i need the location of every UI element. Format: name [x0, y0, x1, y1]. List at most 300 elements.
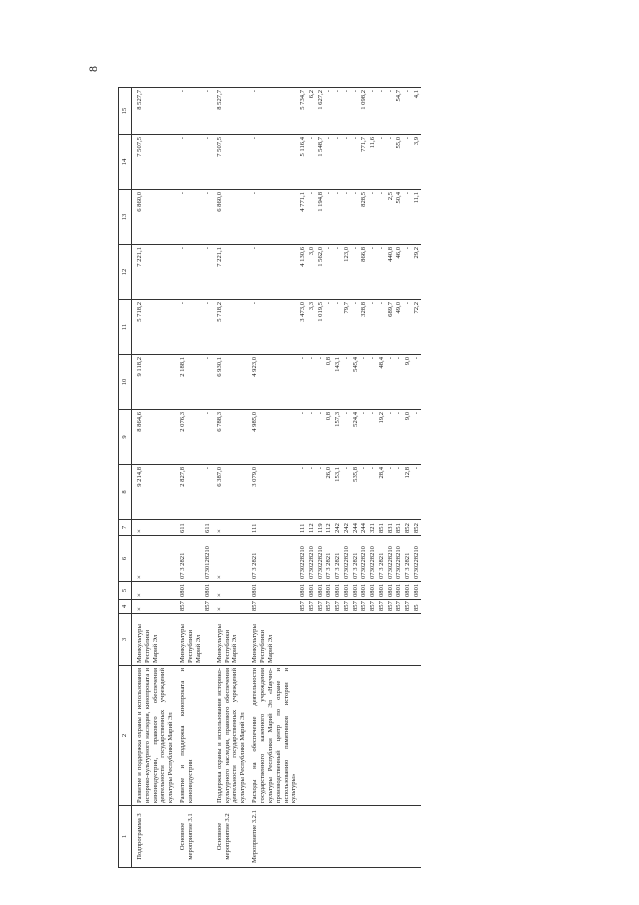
table-cell: - [307, 135, 316, 190]
table-cell: × [212, 582, 248, 600]
column-number-cell: 12 [119, 245, 132, 300]
page-number: 8 [86, 66, 100, 72]
table-cell: - [325, 88, 334, 135]
table-row [325, 88, 334, 868]
table-cell [413, 614, 422, 666]
table-cell: 7 507,5 [212, 135, 248, 190]
table-cell [369, 614, 378, 666]
table-cell: 19,2 [377, 410, 386, 465]
table-cell [334, 666, 343, 806]
table-cell: 0801 [395, 582, 404, 600]
table-cell: 9,0 [404, 410, 413, 465]
table-cell [386, 614, 395, 666]
table-cell [377, 806, 386, 868]
table-cell: - [360, 465, 369, 520]
table-cell: 111 [299, 520, 308, 536]
table-cell: 242 [334, 520, 343, 536]
table-cell: 857 [395, 600, 404, 614]
table-cell: × [212, 520, 248, 536]
table-body [132, 88, 422, 868]
column-number-cell: 9 [119, 410, 132, 465]
table-cell: 153,1 [334, 465, 343, 520]
table-cell [351, 666, 360, 806]
table-cell: × [132, 600, 176, 614]
table-cell: - [342, 355, 351, 410]
table-cell: - [247, 300, 298, 355]
table-cell [334, 806, 343, 868]
table-cell: 4 130,6 [299, 245, 308, 300]
table-row [386, 88, 395, 868]
table-cell: - [203, 300, 212, 355]
table-cell [325, 614, 334, 666]
table-cell: - [369, 410, 378, 465]
table-cell [307, 666, 316, 806]
table-cell: - [351, 300, 360, 355]
table-cell: - [369, 245, 378, 300]
table-cell: 11,1 [413, 190, 422, 245]
table-cell: 112 [325, 520, 334, 536]
table-cell: 26,0 [325, 465, 334, 520]
table-cell: 242 [342, 520, 351, 536]
table-cell: - [247, 245, 298, 300]
table-cell: 831 [386, 520, 395, 536]
table-cell: 72,2 [413, 300, 422, 355]
table-cell [299, 806, 308, 868]
budget-table [118, 87, 421, 868]
table-cell: 321 [369, 520, 378, 536]
column-number-cell: 14 [119, 135, 132, 190]
table-cell: - [203, 355, 212, 410]
table-cell: 54,7 [395, 88, 404, 135]
table-cell: 07 3 2821 [247, 536, 298, 582]
table-cell [342, 614, 351, 666]
column-number-cell: 5 [119, 582, 132, 600]
table-cell: 1 019,5 [316, 300, 325, 355]
table-cell: 0801 [299, 582, 308, 600]
column-number-cell: 6 [119, 536, 132, 582]
table-cell: 143,1 [334, 355, 343, 410]
table-cell [395, 614, 404, 666]
table-cell: - [307, 465, 316, 520]
table-cell: 4 923,0 [247, 355, 298, 410]
table-cell: 85 [413, 600, 422, 614]
table-cell: 112 [307, 520, 316, 536]
table-cell: Минкультуры Республики Марий Эл [132, 614, 176, 666]
table-cell [342, 666, 351, 806]
table-cell: - [247, 135, 298, 190]
table-cell: - [342, 135, 351, 190]
table-cell: 440,8 [386, 245, 395, 300]
table-cell: 28,4 [377, 465, 386, 520]
table-cell: 6 788,3 [212, 410, 248, 465]
table-cell: 0801 [386, 582, 395, 600]
table-cell: 0730228210 [342, 536, 351, 582]
table-cell: 119 [316, 520, 325, 536]
table-row [299, 88, 308, 868]
table-cell [404, 806, 413, 868]
table-cell: 0801 [377, 582, 386, 600]
table-cell: 611 [203, 520, 212, 536]
table-cell: - [404, 190, 413, 245]
table-cell: 857 [203, 600, 212, 614]
table-cell: - [386, 410, 395, 465]
table-cell: 79,7 [342, 300, 351, 355]
table-cell: 852 [413, 520, 422, 536]
table-cell: 9 214,8 [132, 465, 176, 520]
table-cell: 0801 [307, 582, 316, 600]
table-cell [360, 666, 369, 806]
column-number-cell: 2 [119, 666, 132, 806]
table-cell: 857 [360, 600, 369, 614]
table-cell: 0801 [247, 582, 298, 600]
table-cell: - [369, 355, 378, 410]
table-cell [369, 666, 378, 806]
column-number-cell: 4 [119, 600, 132, 614]
table-cell: Поддержка охраны и использования историко-культурного наследия, правового обеспечения деятельности государственных учреждений культуры Республики Марий Эл [212, 666, 248, 806]
table-cell: 828,5 [360, 190, 369, 245]
table-cell: - [203, 135, 212, 190]
table-cell: - [404, 245, 413, 300]
table-cell: - [203, 88, 212, 135]
table-cell: 857 [386, 600, 395, 614]
table-cell: 0730228210 [395, 536, 404, 582]
table-cell: 857 [369, 600, 378, 614]
table-cell: - [413, 465, 422, 520]
table-cell [307, 806, 316, 868]
table-cell [386, 666, 395, 806]
table-cell: 611 [175, 520, 203, 536]
table-cell: - [299, 465, 308, 520]
table-cell: - [307, 410, 316, 465]
table-cell: - [203, 410, 212, 465]
table-cell: 0801 [404, 582, 413, 600]
table-cell: 5 734,7 [299, 88, 308, 135]
table-cell [377, 666, 386, 806]
table-cell: 857 [377, 600, 386, 614]
table-cell [325, 666, 334, 806]
table-cell [351, 614, 360, 666]
table-cell: 857 [316, 600, 325, 614]
table-cell: - [316, 465, 325, 520]
table-cell: - [377, 135, 386, 190]
table-cell: 2,5 [386, 190, 395, 245]
table-cell: - [360, 410, 369, 465]
table-cell: - [175, 135, 203, 190]
table-cell: Основное мероприятие 3.1 [175, 806, 203, 868]
table-cell: Развитие и поддержка кинопроката и киноиндустрии [175, 666, 203, 806]
table-cell: 4 985,0 [247, 410, 298, 465]
table-cell: - [203, 190, 212, 245]
table-cell [342, 806, 351, 868]
table-cell: - [377, 300, 386, 355]
table-cell: 29,2 [413, 245, 422, 300]
table-cell: × [132, 582, 176, 600]
table-cell: - [351, 88, 360, 135]
table-row [413, 88, 422, 868]
table-cell: - [342, 410, 351, 465]
table-cell: 0,8 [325, 410, 334, 465]
table-cell: - [360, 355, 369, 410]
column-number-header [119, 88, 132, 868]
table-cell: 0,8 [325, 355, 334, 410]
table-cell: 3,3 [307, 300, 316, 355]
column-number-cell: 10 [119, 355, 132, 410]
column-number-cell: 13 [119, 190, 132, 245]
table-cell: 5 116,4 [299, 135, 308, 190]
table-cell: - [334, 135, 343, 190]
table-cell [377, 614, 386, 666]
table-cell [369, 806, 378, 868]
table-cell: 5 718,2 [212, 300, 248, 355]
table-cell: × [132, 536, 176, 582]
table-cell: 0730228210 [299, 536, 308, 582]
table-cell: 3 079,0 [247, 465, 298, 520]
table-cell: - [316, 410, 325, 465]
table-cell: 535,8 [351, 465, 360, 520]
table-row [203, 88, 212, 868]
table-row [342, 88, 351, 868]
table-cell: 55,0 [395, 135, 404, 190]
column-number-cell: 7 [119, 520, 132, 536]
table-cell: - [325, 245, 334, 300]
table-cell: Подпрограмма 3 [132, 806, 176, 868]
table-cell: 2 827,8 [175, 465, 203, 520]
table-cell: Минкультуры Республики Марий Эл [247, 614, 298, 666]
table-cell: - [413, 355, 422, 410]
table-cell: 4 771,1 [299, 190, 308, 245]
table-cell: 12,8 [404, 465, 413, 520]
table-cell [203, 614, 212, 666]
table-cell: 46,0 [395, 245, 404, 300]
table-cell: × [212, 536, 248, 582]
table-cell: 9 118,2 [132, 355, 176, 410]
table-cell: 866,8 [360, 245, 369, 300]
table-cell [360, 806, 369, 868]
table-cell: - [395, 465, 404, 520]
table-cell: - [351, 135, 360, 190]
table-cell: - [203, 245, 212, 300]
table-cell: - [386, 135, 395, 190]
table-cell: - [342, 88, 351, 135]
column-number-cell: 11 [119, 300, 132, 355]
table-row [351, 88, 360, 868]
table-cell: Минкультуры Республики Марий Эл [175, 614, 203, 666]
table-cell: × [212, 600, 248, 614]
table-cell: × [132, 520, 176, 536]
table-cell: - [325, 300, 334, 355]
table-cell: 6 387,0 [212, 465, 248, 520]
table-cell: 0801 [334, 582, 343, 600]
table-cell: - [175, 190, 203, 245]
table-cell: - [351, 190, 360, 245]
table-row [334, 88, 343, 868]
table-cell: 6 930,1 [212, 355, 248, 410]
table-cell: 1 098,2 [360, 88, 369, 135]
column-number-cell: 8 [119, 465, 132, 520]
table-cell: 0730228210 [360, 536, 369, 582]
table-cell: - [404, 135, 413, 190]
table-row [212, 88, 248, 868]
table-cell: - [316, 355, 325, 410]
table-cell: 3,9 [413, 135, 422, 190]
table-cell: 8 864,6 [132, 410, 176, 465]
table-row [369, 88, 378, 868]
table-cell: Расходы на обеспечение деятельности государственного казенного учреждения культуры Республики Марий Эл «Научно-производственный центр по охране и использованию памятников истории и культуры» [247, 666, 298, 806]
table-cell: - [307, 355, 316, 410]
table-cell: 689,7 [386, 300, 395, 355]
table-cell [395, 806, 404, 868]
column-number-cell: 3 [119, 614, 132, 666]
table-cell: - [404, 300, 413, 355]
table-cell: - [334, 88, 343, 135]
table-cell: - [334, 300, 343, 355]
table-cell: 857 [307, 600, 316, 614]
table-cell: 8 527,7 [132, 88, 176, 135]
table-cell: 3,0 [307, 245, 316, 300]
table-cell: 857 [247, 600, 298, 614]
table-cell: 0801 [175, 582, 203, 600]
table-cell [325, 806, 334, 868]
table-cell: - [334, 190, 343, 245]
table-cell: - [386, 355, 395, 410]
table-cell: 852 [404, 520, 413, 536]
table-cell: 857 [299, 600, 308, 614]
table-cell: 6 860,0 [132, 190, 176, 245]
table-cell [299, 614, 308, 666]
table-cell: 851 [377, 520, 386, 536]
table-cell: - [203, 465, 212, 520]
table-cell: 7 507,5 [132, 135, 176, 190]
table-cell: Минкультуры Республики Марий Эл [212, 614, 248, 666]
table-cell [334, 614, 343, 666]
table-cell: - [377, 88, 386, 135]
table-cell: 0801 [351, 582, 360, 600]
table-cell: 1 548,7 [316, 135, 325, 190]
table-row [175, 88, 203, 868]
table-cell [404, 614, 413, 666]
table-cell: 50,4 [395, 190, 404, 245]
table-cell: 545,4 [351, 355, 360, 410]
table-cell [360, 614, 369, 666]
table-cell: 123,0 [342, 245, 351, 300]
table-cell: - [404, 88, 413, 135]
table-cell: 111 [247, 520, 298, 536]
table-cell [299, 666, 308, 806]
table-cell: 0730228210 [369, 536, 378, 582]
table-cell: - [342, 190, 351, 245]
table-cell [386, 806, 395, 868]
table-cell: - [369, 88, 378, 135]
table-cell: 524,4 [351, 410, 360, 465]
table-cell: 771,7 [360, 135, 369, 190]
table-cell: 857 [334, 600, 343, 614]
table-cell: 0801 [316, 582, 325, 600]
table-row [316, 88, 325, 868]
table-cell: Основное мероприятие 3.2 [212, 806, 248, 868]
table-cell: - [386, 465, 395, 520]
table-cell: 857 [342, 600, 351, 614]
table-cell: 6 860,0 [212, 190, 248, 245]
table-cell: 0801 [325, 582, 334, 600]
table-cell: 07 3 2821 [175, 536, 203, 582]
table-cell: 0801 [203, 582, 212, 600]
table-cell: 0801 [360, 582, 369, 600]
table-cell: 0730228210 [307, 536, 316, 582]
table-cell: 3 473,0 [299, 300, 308, 355]
table-cell: 244 [351, 520, 360, 536]
table-cell: 07 3 2821 [325, 536, 334, 582]
table-cell: 4,1 [413, 88, 422, 135]
table-cell: 857 [351, 600, 360, 614]
table-cell [203, 806, 212, 868]
table-cell: - [395, 410, 404, 465]
table-cell: Развитие и поддержка охраны и использования историко-культурного наследия, кинопроката и киноиндустрии, правового обеспечения деятельности государственных учреждений культуры Республики Марий Эл [132, 666, 176, 806]
table-cell [316, 614, 325, 666]
table-cell: - [369, 190, 378, 245]
column-number-cell: 15 [119, 88, 132, 135]
table-cell: 1 562,0 [316, 245, 325, 300]
table-cell [316, 666, 325, 806]
table-cell: 2 076,3 [175, 410, 203, 465]
table-cell: 2 188,1 [175, 355, 203, 410]
table-row [377, 88, 386, 868]
table-cell [203, 666, 212, 806]
table-cell [351, 806, 360, 868]
table-cell [395, 666, 404, 806]
table-cell: - [247, 190, 298, 245]
table-cell: - [369, 300, 378, 355]
table-cell: 11,6 [369, 135, 378, 190]
table-cell: - [325, 135, 334, 190]
table-cell: 157,3 [334, 410, 343, 465]
table-cell: 07 3 2821 [334, 536, 343, 582]
table-row [360, 88, 369, 868]
table-row [395, 88, 404, 868]
table-cell: 857 [325, 600, 334, 614]
table-cell: 328,8 [360, 300, 369, 355]
table-cell [413, 806, 422, 868]
table-cell: 0730228210 [316, 536, 325, 582]
table-cell: 5 718,2 [132, 300, 176, 355]
table-cell: 0730228210 [413, 536, 422, 582]
table-cell: - [299, 355, 308, 410]
table-cell: - [307, 190, 316, 245]
table-cell: 0801 [413, 582, 422, 600]
table-cell: 07 3 2821 [351, 536, 360, 582]
table-cell: 07 3 2821 [404, 536, 413, 582]
table-cell: 07 3 2821 [377, 536, 386, 582]
table-cell: 1 194,8 [316, 190, 325, 245]
table-row [404, 88, 413, 868]
table-cell: - [175, 245, 203, 300]
table-cell: - [342, 465, 351, 520]
table-cell: - [377, 245, 386, 300]
table-cell: 48,4 [377, 355, 386, 410]
table-row [307, 88, 316, 868]
table-cell: Мероприятие 3.2.1 [247, 806, 298, 868]
table-cell: 0730228210 [386, 536, 395, 582]
table-cell: - [413, 410, 422, 465]
table-cell: 9,0 [404, 355, 413, 410]
table-cell: 0801 [369, 582, 378, 600]
rotated-table-wrapper [118, 88, 523, 868]
table-row [132, 88, 176, 868]
table-cell: - [299, 410, 308, 465]
table-cell: - [334, 245, 343, 300]
table-cell: - [175, 300, 203, 355]
table-cell [404, 666, 413, 806]
table-cell: 49,0 [395, 300, 404, 355]
